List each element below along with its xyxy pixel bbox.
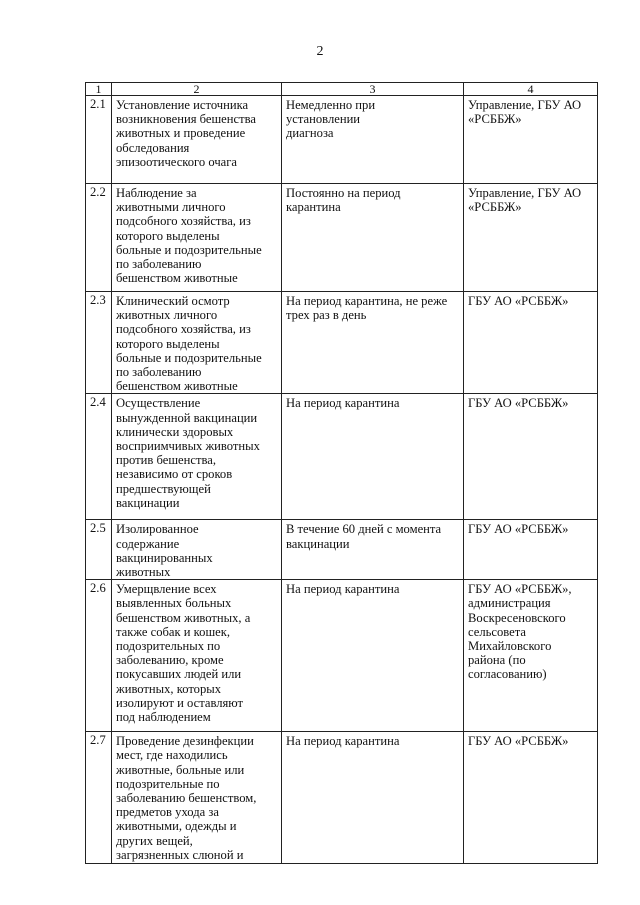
action-cell-line: заболеванию бешенством, [116, 791, 257, 806]
action-cell-line: эпизоотического очага [116, 154, 238, 169]
period-cell-line: диагноза [286, 126, 334, 141]
period-cell-line: Немедленно при [286, 98, 376, 112]
action-cell-line: Клинический осмотр [116, 294, 230, 308]
column-header: 4 [464, 83, 598, 96]
period-cell-line: трех раз в день [286, 308, 367, 323]
responsible-cell-line: Управление, ГБУ АО [468, 186, 582, 200]
action-cell [112, 184, 282, 292]
responsible-cell-line: Михайловского [468, 639, 552, 654]
action-cell-line: покусавших людей или [116, 667, 242, 682]
period-cell [282, 520, 464, 580]
action-cell-line: содержание [116, 536, 180, 551]
period-cell-line: карантина [286, 200, 341, 215]
column-header: 2 [112, 83, 282, 96]
period-cell [282, 184, 464, 292]
action-cell-line: также собак и кошек, [116, 624, 231, 639]
action-cell-line: обследования [116, 140, 190, 155]
responsible-cell [464, 520, 598, 580]
column-header: 3 [282, 83, 464, 96]
period-cell [282, 580, 464, 732]
row-number: 2.3 [86, 292, 112, 394]
row-number: 2.5 [86, 520, 112, 580]
action-cell-line: изолируют и оставляют [116, 695, 244, 710]
action-cell-line: бешенством животные [116, 271, 238, 286]
action-cell-line: животными, одежды и [116, 819, 237, 834]
action-cell-line: бешенством животных, а [116, 610, 251, 625]
table-row [86, 732, 598, 864]
responsible-cell [464, 96, 598, 184]
action-cell-line: возникновения бешенства [116, 112, 256, 127]
action-cell-line: Изолированное [116, 522, 199, 537]
action-cell-line: животных, которых [116, 681, 222, 696]
action-cell-line: больные и подозрительные [116, 242, 262, 257]
table-row [86, 394, 598, 520]
action-cell-line: Установление источника [116, 98, 249, 112]
action-cell-line: вакцинации [116, 495, 180, 510]
action-cell-line: животных личного [116, 308, 218, 323]
action-cell-line: загрязненных слюной и [116, 847, 244, 862]
row-number: 2.7 [86, 732, 112, 864]
period-cell-line: установлении [286, 112, 361, 127]
action-cell-line: предшествующей [116, 481, 211, 496]
action-cell [112, 520, 282, 580]
action-cell-line: животные, больные или [116, 762, 245, 777]
action-cell-line: выявленных больных [116, 596, 232, 611]
action-cell-line: по заболеванию [116, 365, 202, 380]
action-cell-line: Наблюдение за [116, 186, 197, 200]
responsible-cell-line: Воскресеновского [468, 610, 566, 625]
table-row [86, 96, 598, 184]
action-cell [112, 96, 282, 184]
action-cell-line: животными личного [116, 200, 226, 215]
action-cell-line: вынужденной вакцинации [116, 410, 258, 425]
period-cell-line: В течение 60 дней с момента [286, 522, 442, 537]
responsible-cell-line: «РСББЖ» [468, 200, 522, 215]
table-row [86, 520, 598, 580]
action-cell-line: клинически здоровых [116, 424, 234, 439]
action-cell-line: подсобного хозяйства, из [116, 214, 251, 229]
responsible-cell-line: ГБУ АО «РСББЖ» [468, 294, 569, 308]
period-cell [282, 96, 464, 184]
responsible-cell-line: согласованию) [468, 667, 547, 682]
action-cell-line: животных и проведение [116, 126, 246, 141]
period-cell [282, 394, 464, 520]
table-header-row [86, 83, 598, 96]
page-number: 2 [316, 44, 324, 59]
table-row [86, 292, 598, 394]
responsible-cell [464, 732, 598, 864]
responsible-cell-line: района (по [468, 653, 526, 668]
table-row [86, 580, 598, 732]
table-body [86, 96, 598, 864]
table-row [86, 184, 598, 292]
action-cell-line: подсобного хозяйства, из [116, 322, 251, 337]
responsible-cell [464, 580, 598, 732]
action-cell-line: предметов ухода за [116, 805, 219, 820]
period-cell-line: На период карантина [286, 396, 400, 411]
row-number: 2.2 [86, 184, 112, 292]
responsible-cell-line: ГБУ АО «РСББЖ», [468, 582, 572, 597]
responsible-cell-line: ГБУ АО «РСББЖ» [468, 522, 569, 537]
action-cell [112, 292, 282, 394]
responsible-cell-line: администрация [468, 596, 551, 611]
action-cell [112, 732, 282, 864]
responsible-cell [464, 292, 598, 394]
action-cell-line: заболеванию, кроме [116, 653, 224, 668]
period-cell-line: На период карантина [286, 734, 400, 749]
action-cell-line: больные и подозрительные [116, 350, 262, 365]
action-cell-line: подозрительные по [116, 776, 220, 791]
period-cell-line: На период карантина [286, 582, 400, 597]
period-cell [282, 732, 464, 864]
action-cell-line: по заболеванию [116, 257, 202, 272]
responsible-cell-line: ГБУ АО «РСББЖ» [468, 396, 569, 411]
responsible-cell-line: «РСББЖ» [468, 112, 522, 127]
responsible-cell [464, 394, 598, 520]
action-cell-line: которого выделены [116, 336, 220, 351]
action-cell-line: под наблюдением [116, 710, 211, 725]
period-cell-line: Постоянно на период [286, 186, 401, 200]
action-cell-line: животных [116, 565, 171, 580]
responsible-cell-line: сельсовета [468, 624, 526, 639]
action-cell-line: восприимчивых животных [116, 439, 260, 454]
period-cell-line: вакцинации [286, 536, 350, 551]
measures-table [85, 82, 598, 864]
action-cell-line: мест, где находились [116, 748, 228, 763]
row-number: 2.4 [86, 394, 112, 520]
action-cell [112, 394, 282, 520]
action-cell [112, 580, 282, 732]
row-number: 2.6 [86, 580, 112, 732]
responsible-cell [464, 184, 598, 292]
column-header: 1 [86, 83, 112, 96]
responsible-cell-line: ГБУ АО «РСББЖ» [468, 734, 569, 749]
action-cell-line: подозрительных по [116, 639, 221, 654]
action-cell-line: которого выделены [116, 228, 220, 243]
period-cell-line: На период карантина, не реже [286, 294, 448, 308]
action-cell-line: Проведение дезинфекции [116, 734, 254, 749]
row-number: 2.1 [86, 96, 112, 184]
action-cell-line: независимо от сроков [116, 467, 233, 482]
action-cell-line: вакцинированных [116, 550, 213, 565]
responsible-cell-line: Управление, ГБУ АО [468, 98, 582, 112]
action-cell-line: Осуществление [116, 396, 201, 411]
period-cell [282, 292, 464, 394]
action-cell-line: бешенством животные [116, 379, 238, 394]
action-cell-line: против бешенства, [116, 453, 216, 468]
action-cell-line: других вещей, [116, 833, 193, 848]
action-cell-line: Умерщвление всех [116, 582, 217, 597]
